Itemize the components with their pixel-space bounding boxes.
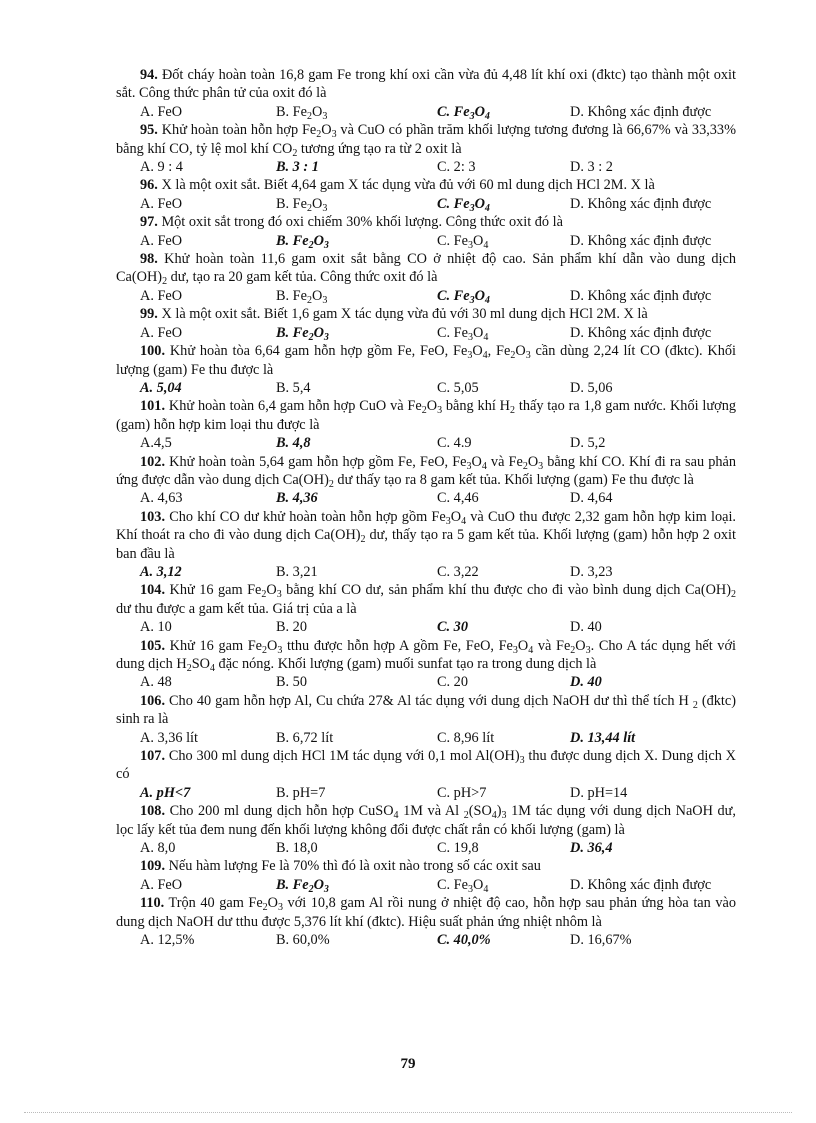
answer-option: C. 5,05	[437, 379, 479, 396]
answer-option: D. Không xác định được	[570, 324, 712, 341]
question-text	[116, 857, 736, 875]
answer-option: A. 48	[140, 674, 172, 691]
question-number: 101.	[140, 398, 166, 415]
question-number: 108.	[140, 803, 166, 820]
answer-option: C. $Fe_3O_4$	[437, 232, 489, 251]
answer-option: A. FeO	[140, 232, 183, 249]
correct-answer-option: B. $Fe_2O_3$	[276, 324, 329, 343]
answer-option: D. 3,23	[570, 563, 613, 580]
answer-option: A. 8,0	[140, 840, 176, 857]
question-body: X là một oxit sắt. Biết 1,6 gam X tác dụng vừa đủ với 30 ml dung dịch HCl 2M. X là	[157, 306, 648, 323]
answer-option: D. Không xác định được	[570, 876, 712, 893]
correct-answer-option: B. 3 : 1	[276, 159, 319, 176]
answer-options	[116, 729, 736, 747]
answer-options	[116, 232, 736, 250]
answer-option: A. 12,5%	[140, 932, 195, 949]
question-number: 103.	[140, 508, 166, 525]
question-number: 102.	[140, 453, 166, 470]
question-text	[116, 747, 736, 784]
question-body: Khử hoàn toàn 11,6 gam oxit sắt bằng CO ở nhiệt độ cao. Sản phẩm khí dẫn vào dung dịch $Ca(OH)_2$ dư, tạo ra 20 gam kết tủa. Công thức oxit đó là	[116, 251, 736, 288]
question-body: Cho 200 ml dung dịch hỗn hợp CuSO$_4$ 1M và Al $_2(SO_4)_3$ 1M tác dụng với dung dịch NaOH dư, lọc lấy kết tủa đem nung đến khối lượng không đổi được chất rắn có khối lượng (gam) là	[116, 803, 736, 838]
question-body: Cho 40 gam hỗn hợp Al, Cu chứa 27& Al tác dụng với dung dịch NaOH dư thì thể tích H $_2$ (đktc) sinh ra là	[116, 692, 736, 728]
question-number: 107.	[140, 748, 166, 765]
answer-option: D. Không xác định được	[570, 232, 712, 249]
answer-options	[116, 324, 736, 342]
answer-options	[116, 195, 736, 213]
answer-option: A. FeO	[140, 287, 183, 304]
question-number: 104.	[140, 582, 166, 599]
question-number: 100.	[140, 343, 166, 360]
answer-option: B. 20	[276, 619, 307, 636]
answer-option: B. 60,0%	[276, 932, 330, 949]
answer-options	[116, 839, 736, 857]
answer-option: B. 5,4	[276, 379, 311, 396]
answer-options	[116, 931, 736, 949]
answer-options	[116, 563, 736, 581]
question-block	[116, 637, 736, 692]
correct-answer-option: A. pH<7	[140, 784, 191, 801]
question-text	[116, 581, 736, 618]
answer-options	[116, 103, 736, 121]
question-block	[116, 581, 736, 636]
answer-options	[116, 434, 736, 452]
question-list	[116, 66, 736, 950]
answer-option: D. pH=14	[570, 784, 628, 801]
correct-answer-option: A. 3,12	[140, 563, 182, 580]
answer-option: B. 3,21	[276, 563, 318, 580]
answer-option: D. Không xác định được	[570, 103, 712, 120]
question-number: 98.	[140, 251, 158, 268]
answer-option: C. 3,22	[437, 563, 479, 580]
answer-options	[116, 379, 736, 397]
question-block	[116, 453, 736, 508]
correct-answer-option: B. $Fe_2O_3$	[276, 876, 329, 895]
answer-option: A. FeO	[140, 324, 183, 341]
correct-answer-option: A. 5,04	[140, 379, 182, 396]
answer-option: A. FeO	[140, 103, 183, 120]
answer-option: D. 5,06	[570, 379, 613, 396]
correct-answer-option: C. $Fe_3O_4$	[437, 103, 490, 122]
question-block	[116, 857, 736, 894]
question-body: Nếu hàm lượng Fe là 70% thì đó là oxit nào trong số các oxit sau	[165, 858, 541, 875]
correct-answer-option: C. 30	[437, 619, 468, 636]
page-bottom-rule	[24, 1112, 792, 1113]
question-text	[116, 121, 736, 158]
answer-option: C. 4,46	[437, 490, 479, 507]
question-block	[116, 213, 736, 250]
answer-option: C. $Fe_3O_4$	[437, 324, 489, 343]
question-body: Khử 16 gam $Fe_2O_3$ bằng khí CO dư, sản phẩm khí thu được cho đi vào bình dung dịch $Ca(OH)_2$ dư thu được a gam kết tủa. Giá trị của a là	[116, 582, 736, 617]
answer-option: A.4,5	[140, 435, 172, 452]
page-number: 79	[400, 1056, 416, 1072]
question-text	[116, 692, 736, 729]
answer-option: B. 18,0	[276, 840, 318, 857]
question-text	[116, 176, 736, 194]
answer-options	[116, 784, 736, 802]
answer-options	[116, 489, 736, 507]
answer-option: B. 50	[276, 674, 307, 691]
answer-options	[116, 876, 736, 894]
correct-answer-option: D. 36,4	[570, 840, 613, 857]
answer-option: C. pH>7	[437, 784, 487, 801]
question-text	[116, 453, 736, 490]
answer-options	[116, 287, 736, 305]
correct-answer-option: B. $Fe_2O_3$	[276, 232, 329, 251]
correct-answer-option: C. 40,0%	[437, 932, 491, 949]
answer-option: C. 20	[437, 674, 468, 691]
correct-answer-option: D. 13,44 lít	[570, 729, 636, 746]
answer-option: B. $Fe_2O_3$	[276, 287, 328, 306]
question-text	[116, 250, 736, 287]
answer-option: D. 3 : 2	[570, 159, 613, 176]
answer-option: D. Không xác định được	[570, 195, 712, 212]
answer-option: C. 8,96 lít	[437, 729, 495, 746]
answer-option: D. Không xác định được	[570, 287, 712, 304]
answer-options	[116, 158, 736, 176]
answer-option: B. $Fe_2O_3$	[276, 195, 328, 214]
question-block	[116, 121, 736, 176]
answer-option: D. 16,67%	[570, 932, 632, 949]
answer-option: A. FeO	[140, 876, 183, 893]
question-body: Đốt cháy hoàn toàn 16,8 gam Fe trong khí oxi cần vừa đủ 4,48 lít khí oxi (đktc) tạo thành một oxit sắt. Công thức phân tử của oxit đó là	[116, 67, 736, 102]
answer-option: A. 4,63	[140, 490, 183, 507]
answer-option: B. 6,72 lít	[276, 729, 334, 746]
question-block	[116, 342, 736, 397]
question-body: Khử hoàn tòa 6,64 gam hỗn hợp gồm Fe, FeO, $Fe_3O_4$, $Fe_2O_3$ cần dùng 2,24 lít CO (đktc). Khối lượng (gam) Fe thu được là	[116, 343, 737, 378]
question-block	[116, 747, 736, 802]
answer-option: A. 10	[140, 619, 172, 636]
question-body: Một oxit sắt trong đó oxi chiếm 30% khối lượng. Công thức oxit đó là	[157, 214, 563, 231]
question-block	[116, 176, 736, 213]
answer-option: C. 19,8	[437, 840, 479, 857]
answer-option: D. 5,2	[570, 435, 606, 452]
answer-options	[116, 618, 736, 636]
question-block	[116, 66, 736, 121]
question-number: 95.	[140, 122, 158, 139]
question-text	[116, 66, 736, 103]
answer-option: A. 9 : 4	[140, 159, 183, 176]
question-number: 94.	[140, 67, 158, 83]
question-block	[116, 305, 736, 342]
question-text	[116, 508, 736, 563]
question-number: 106.	[140, 692, 166, 709]
answer-option: C. $Fe_3O_4$	[437, 876, 489, 895]
question-body: Khử hoàn toàn hỗn hợp $Fe_2O_3$ và CuO có phần trăm khối lượng tương đương là 66,67% và 33,33% bằng khí CO, tỷ lệ mol khí $CO_2$ tương ứng tạo ra từ 2 oxit là	[116, 122, 736, 159]
question-text	[116, 637, 736, 674]
answer-option: C. 4.9	[437, 435, 472, 452]
question-block	[116, 692, 736, 747]
question-text	[116, 342, 736, 379]
question-text	[116, 397, 736, 434]
question-body: Cho 300 ml dung dịch HCl 1M tác dụng với 0,1 mol $Al(OH)_3$ thu được dung dịch X. Dung dịch X có	[116, 748, 737, 783]
question-body: Cho khí CO dư khử hoàn toàn hỗn hợp gồm $Fe_3O_4$ và CuO thu được 2,32 gam hỗn hợp kim loại. Khí thoát ra cho đi vào dung dịch $Ca(OH)_2$ dư, thấy tạo ra 5 gam kết tủa. Khối lượng (gam) hỗn hợp 2 oxit ban đầu là	[116, 508, 736, 562]
question-number: 110.	[140, 895, 165, 912]
correct-answer-option: D. 40	[570, 674, 602, 691]
question-body: X là một oxit sắt. Biết 4,64 gam X tác dụng vừa đủ với 60 ml dung dịch HCl 2M. X là	[157, 177, 655, 194]
question-text	[116, 213, 736, 231]
question-block	[116, 802, 736, 857]
answer-option: D. 40	[570, 619, 602, 636]
correct-answer-option: C. $Fe_3O_4$	[437, 287, 490, 306]
question-block	[116, 508, 736, 582]
question-number: 105.	[140, 637, 166, 654]
answer-option: B. $Fe_2O_3$	[276, 103, 328, 122]
question-number: 96.	[140, 177, 158, 194]
question-text	[116, 305, 736, 323]
question-number: 109.	[140, 858, 166, 875]
question-body: Khử hoàn toàn 6,4 gam hỗn hợp CuO và $Fe_2O_3$ bằng khí $H_2$ thấy tạo ra 1,8 gam nước. Khối lượng (gam) hỗn hợp kim loại thu được là	[116, 398, 737, 433]
question-block	[116, 397, 736, 452]
question-body: Khử 16 gam $Fe_2O_3$ tthu được hỗn hợp A gồm Fe, FeO, $Fe_3O_4$ và $Fe_2O_3$. Cho A tác dụng hết với dung dịch $H_2SO_4$ đặc nóng. Khối lượng (gam) muối sunfat tạo ra trong dung dịch là	[116, 637, 736, 674]
question-number: 97.	[140, 214, 158, 231]
answer-option: B. pH=7	[276, 784, 326, 801]
answer-option: A. 3,36 lít	[140, 729, 198, 746]
answer-options	[116, 673, 736, 691]
correct-answer-option: B. 4,8	[276, 435, 311, 452]
question-body: Trộn 40 gam $Fe_2O_3$ với 10,8 gam Al rồi nung ở nhiệt độ cao, hỗn hợp sau phản ứng hòa tan vào dung dịch NaOH dư tthu được 5,376 lít khí (đktc). Hiệu suất phản ứng nhiệt nhôm là	[116, 895, 736, 930]
question-body: Khử hoàn toàn 5,64 gam hỗn hợp gồm Fe, FeO, $Fe_3O_4$ và $Fe_2O_3$ bằng khí CO. Khí đi ra sau phản ứng được dẫn vào dung dịch $Ca(OH)_2$ dư thấy tạo ra 8 gam kết tủa. Khối lượng (gam) Fe thu được là	[116, 453, 736, 490]
question-text	[116, 802, 736, 839]
question-number: 99.	[140, 306, 158, 323]
question-block	[116, 894, 736, 949]
correct-answer-option: B. 4,36	[276, 490, 318, 507]
correct-answer-option: C. $Fe_3O_4$	[437, 195, 490, 214]
answer-option: C. 2: 3	[437, 159, 476, 176]
answer-option: A. FeO	[140, 195, 183, 212]
answer-option: D. 4,64	[570, 490, 613, 507]
question-block	[116, 250, 736, 305]
question-text	[116, 894, 736, 931]
